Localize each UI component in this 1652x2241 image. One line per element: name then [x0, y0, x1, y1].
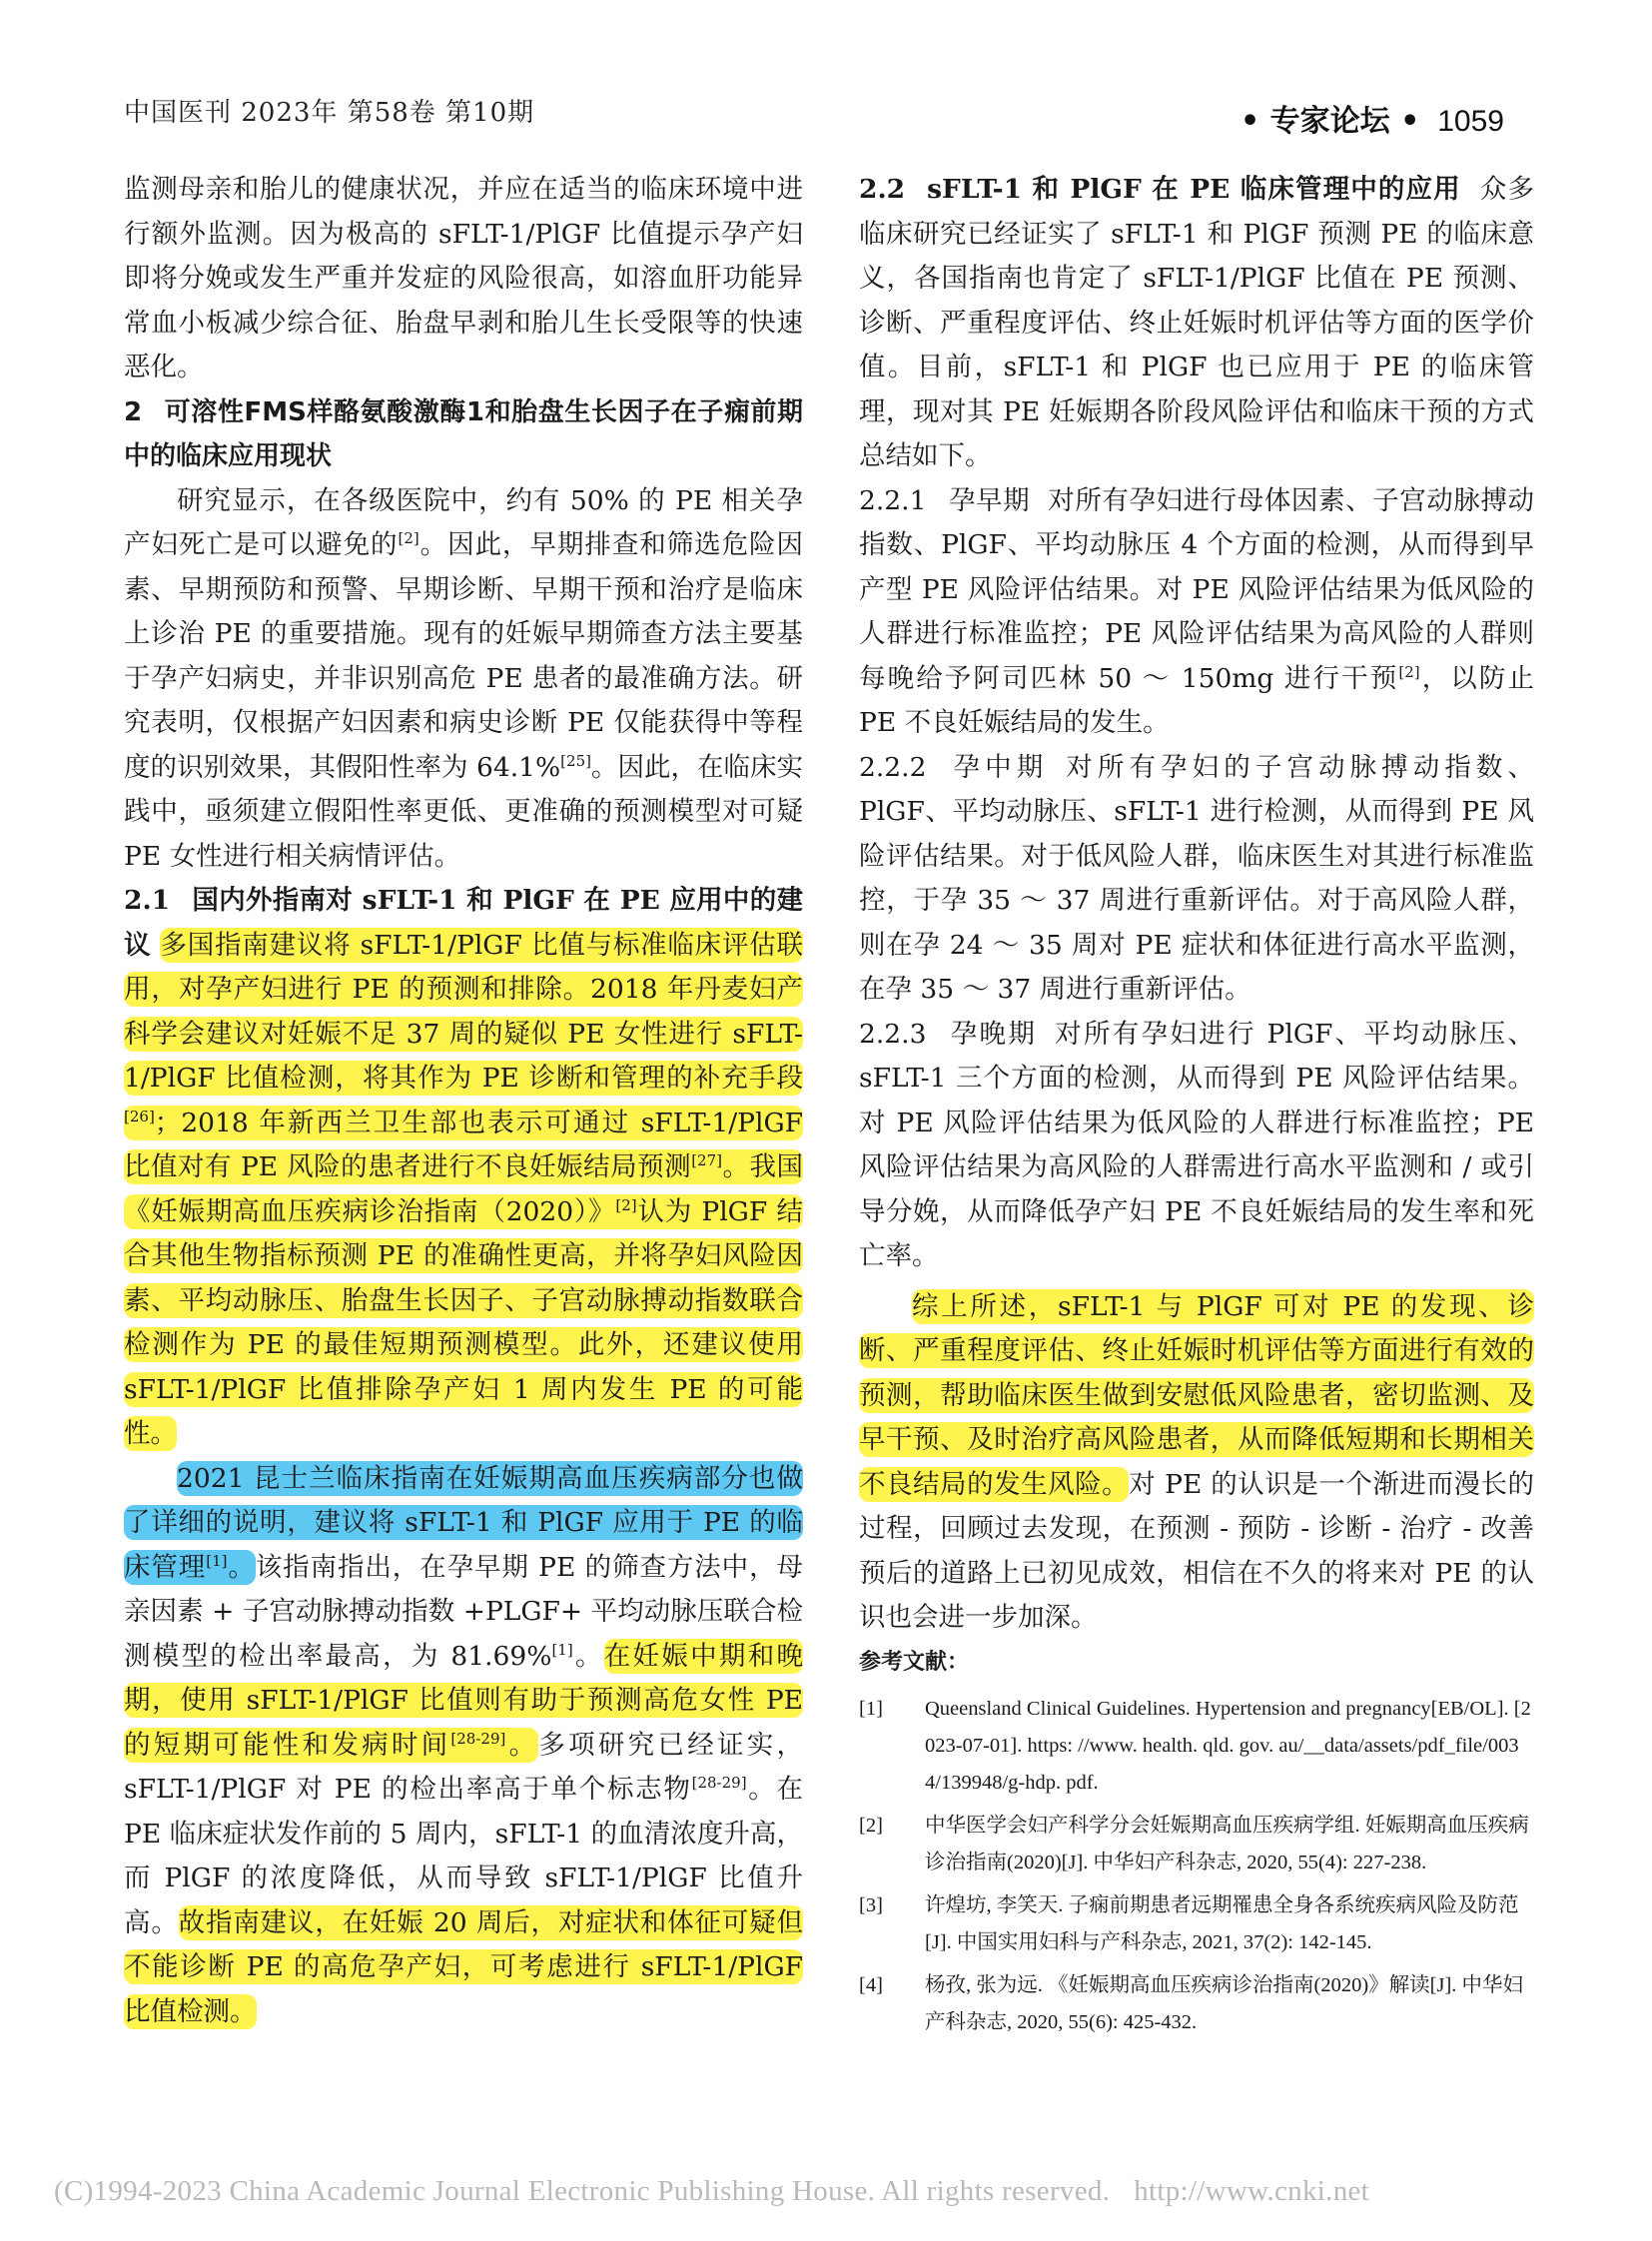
subsection-title: 孕早期	[948, 484, 1031, 516]
reference-list	[859, 1691, 1534, 2041]
subsection-number: 2.2.3	[859, 1018, 927, 1050]
citation: [28-29]	[691, 1774, 747, 1792]
right-column	[859, 168, 1534, 2041]
paragraph: 2.2.1 孕早期 对所有孕妇进行母体因素、子宫动脉搏动指数、PlGF、平均动脉压 4 个方面的检测，从而得到早产型 PE 风险评估结果。对 PE 风险评估结果为低风险的人群进行标准监控；PE 风险评估结果为高风险的人群则每晚给予阿司匹林 50 ～ 150mg 进行干预[2]，以防止 PE 不良妊娠结局的发生。	[859, 484, 1535, 738]
page-number: 1059	[1437, 105, 1504, 138]
left-column	[124, 168, 803, 2034]
reference-item: [3] 许煌坊, 李笑天. 子痫前期患者远期罹患全身各系统疾病风险及防范[J]. 中国实用妇科与产科杂志, 2021, 37(2): 142-145.	[859, 1894, 1519, 1953]
subsection-title: 孕晚期	[948, 1018, 1038, 1050]
citation: [2]	[398, 529, 419, 547]
paragraph: 监测母亲和胎儿的健康状况，并应在适当的临床环境中进行额外监测。因为极高的 sFLT-1/PlGF 比值提示孕产妇即将分娩或发生严重并发症的风险很高，如溶血肝功能异常血小板减少综合征、胎盘早剥和胎儿生长受限等的快速恶化。	[124, 174, 803, 382]
paragraph: 综上所述，sFLT-1 与 PlGF 可对 PE 的发现、诊断、严重程度评估、终止妊娠时机评估等方面进行有效的预测，帮助临床医生做到安慰低风险患者，密切监测、及早干预、及时治疗高风险患者，从而降低短期和长期相关不良结局的发生风险。对 PE 的认识是一个渐进而漫长的过程，回顾过去发现，在预测 - 预防 - 诊断 - 治疗 - 改善预后的道路上已初见成效，相信在不久的将来对 PE 的认识也会进一步加深。	[859, 1290, 1534, 1633]
subsection-number: 2.2.1	[859, 484, 927, 516]
subsection-title: 国内外指南对 sFLT-1 和 PlGF 在 PE 应用中的建议	[124, 885, 803, 961]
highlight-yellow: 故指南建议，在妊娠 20 周后，对症状和体征可疑但不能诊断 PE 的高危孕产妇，可考虑进行 sFLT-1/PlGF 比值检测。	[124, 1906, 804, 2027]
highlight-yellow: 在妊娠中期和晚期，使用 sFLT-1/PlGF 比值则有助于预测高危女性 PE 的短期可能性和发病时间[28-29]。	[124, 1640, 803, 1761]
subsection-number: 2.2.2	[859, 751, 927, 783]
copyright-footer: (C)1994-2023 China Academic Journal Electronic Publishing House. All rights reserved. http://www.cnki.net	[54, 2175, 1370, 2207]
reference-item: [4] 杨孜, 张为远. 《妊娠期高血压疾病诊治指南(2020)》解读[J]. 中华妇产科杂志, 2020, 55(6): 425-432.	[859, 1974, 1524, 2033]
highlight-yellow: 多国指南建议将 sFLT-1/PlGF 比值与标准临床评估联用，对孕产妇进行 PE 的预测和排除。2018 年丹麦妇产科学会建议对妊娠不足 37 周的疑似 PE 女性进行 sFLT-1/PlGF 比值检测，将其作为 PE 诊断和管理的补充手段[26]；2018 年新西兰卫生部也表示可通过 sFLT-1/PlGF 比值对有 PE 风险的患者进行不良妊娠结局预测[27]。我国《妊娠期高血压疾病诊治指南（2020）》[2]认为 PlGF 结合其他生物指标预测 PE 的准确性更高，并将孕妇风险因素、平均动脉压、胎盘生长因子、子宫动脉搏动指数联合检测作为 PE 的最佳短期预测模型。此外，还建议使用 sFLT-1/PlGF 比值排除孕产妇 1 周内发生 PE 的可能性。	[124, 929, 804, 1449]
subsection-number: 2.1	[124, 885, 171, 916]
section-header	[1240, 96, 1504, 140]
footer-url[interactable]: http://www.cnki.net	[1134, 2175, 1370, 2207]
subsection-title: 孕中期	[948, 751, 1049, 783]
paragraph: 研究显示，在各级医院中，约有 50% 的 PE 相关孕产妇死亡是可以避免的[2]。因此，早期排查和筛选危险因素、早期预防和预警、早期诊断、早期干预和治疗是临床上诊治 PE 的重要措施。现有的妊娠早期筛查方法主要基于孕产妇病史，并非识别高危 PE 患者的最准确方法。研究表明，仅根据产妇因素和病史诊断 PE 仅能获得中等程度的识别效果，其假阳性率为 64.1%[25]。因此，在临床实践中，亟须建立假阳性率更低、更准确的预测模型对可疑 PE 女性进行相关病情评估。	[124, 484, 804, 872]
journal-header: 中国医刊 2023年 第58卷 第10期	[124, 98, 535, 128]
citation: [25]	[560, 751, 591, 770]
paragraph: 2.2.2 孕中期 对所有孕妇的子宫动脉搏动指数、PlGF、平均动脉压、sFLT-1 进行检测，从而得到 PE 风险评估结果。对于低风险人群，临床医生对其进行标准监控，于孕 35 ～ 37 周进行重新评估。对于高风险人群，则在孕 24 ～ 35 周对 PE 症状和体征进行高水平监测，在孕 35 ～ 37 周进行重新评估。	[859, 751, 1535, 1005]
subsection-number: 2.2	[859, 174, 906, 205]
paragraph: 2.2.3 孕晚期 对所有孕妇进行 PlGF、平均动脉压、sFLT-1 三个方面的检测，从而得到 PE 风险评估结果。对 PE 风险评估结果为低风险的人群进行标准监控；PE 风险评估结果为高风险的人群需进行高水平监测和 / 或引导分娩，从而降低孕产妇 PE 不良妊娠结局的发生率和死亡率。	[859, 1018, 1534, 1271]
highlight-blue: 2021 昆士兰临床指南在妊娠期高血压疾病部分也做了详细的说明，建议将 sFLT-1 和 PlGF 应用于 PE 的临床管理[1]。	[124, 1462, 803, 1583]
citation: [2]	[1398, 662, 1420, 681]
highlight-yellow: 综上所述，sFLT-1 与 PlGF 可对 PE 的发现、诊断、严重程度评估、终止妊娠时机评估等方面进行有效的预测，帮助临床医生做到安慰低风险患者，密切监测、及早干预、及时治疗高风险患者，从而降低短期和长期相关不良结局的发生风险。	[859, 1290, 1534, 1500]
section-heading: 2 可溶性FMS样酪氨酸激酶1和胎盘生长因子在子痫前期中的临床应用现状	[124, 396, 803, 471]
paragraph: 2021 昆士兰临床指南在妊娠期高血压疾病部分也做了详细的说明，建议将 sFLT-1 和 PlGF 应用于 PE 的临床管理[1]。该指南指出，在孕早期 PE 的筛查方法中，母亲因素 + 子宫动脉搏动指数 +PLGF+ 平均动脉压联合检测模型的检出率最高，为 81.69%[1]。在妊娠中期和晚期，使用 sFLT-1/PlGF 比值则有助于预测高危女性 PE 的短期可能性和发病时间[28-29]。多项研究已经证实，sFLT-1/PlGF 对 PE 的检出率高于单个标志物[28-29]。在 PE 临床症状发作前的 5 周内，sFLT-1 的血清浓度升高，而 PlGF 的浓度降低，从而导致 sFLT-1/PlGF 比值升高。故指南建议，在妊娠 20 周后，对症状和体征可疑但不能诊断 PE 的高危孕产妇，可考虑进行 sFLT-1/PlGF 比值检测。	[124, 1462, 804, 2027]
paragraph: 2.2 sFLT-1 和 PlGF 在 PE 临床管理中的应用 众多临床研究已经证实了 sFLT-1 和 PlGF 预测 PE 的临床意义，各国指南也肯定了 sFLT-1/PlGF 比值在 PE 预测、诊断、严重程度评估、终止妊娠时机评估等方面的医学价值。目前，sFLT-1 和 PlGF 也已应用于 PE 的临床管理，现对其 PE 妊娠期各阶段风险评估和临床干预的方式总结如下。	[859, 174, 1534, 471]
citation: [1]	[551, 1640, 573, 1659]
reference-item: [1] Queensland Clinical Guidelines. Hypertension and pregnancy[EB/OL]. [2023-07-01]. https: //www. health. qld. gov. au/__data/assets/pdf_file/0034/139948/g-hdp. pdf.	[859, 1698, 1531, 1794]
subsection-title: sFLT-1 和 PlGF 在 PE 临床管理中的应用	[927, 174, 1461, 205]
reference-item: [2] 中华医学会妇产科学分会妊娠期高血压疾病学组. 妊娠期高血压疾病诊治指南(2020)[J]. 中华妇产科杂志, 2020, 55(4): 227-238.	[859, 1815, 1529, 1873]
paragraph	[124, 879, 803, 1457]
section-label: • 专家论坛 •	[1240, 104, 1420, 139]
references-heading: 参考文献：	[859, 1649, 970, 1675]
